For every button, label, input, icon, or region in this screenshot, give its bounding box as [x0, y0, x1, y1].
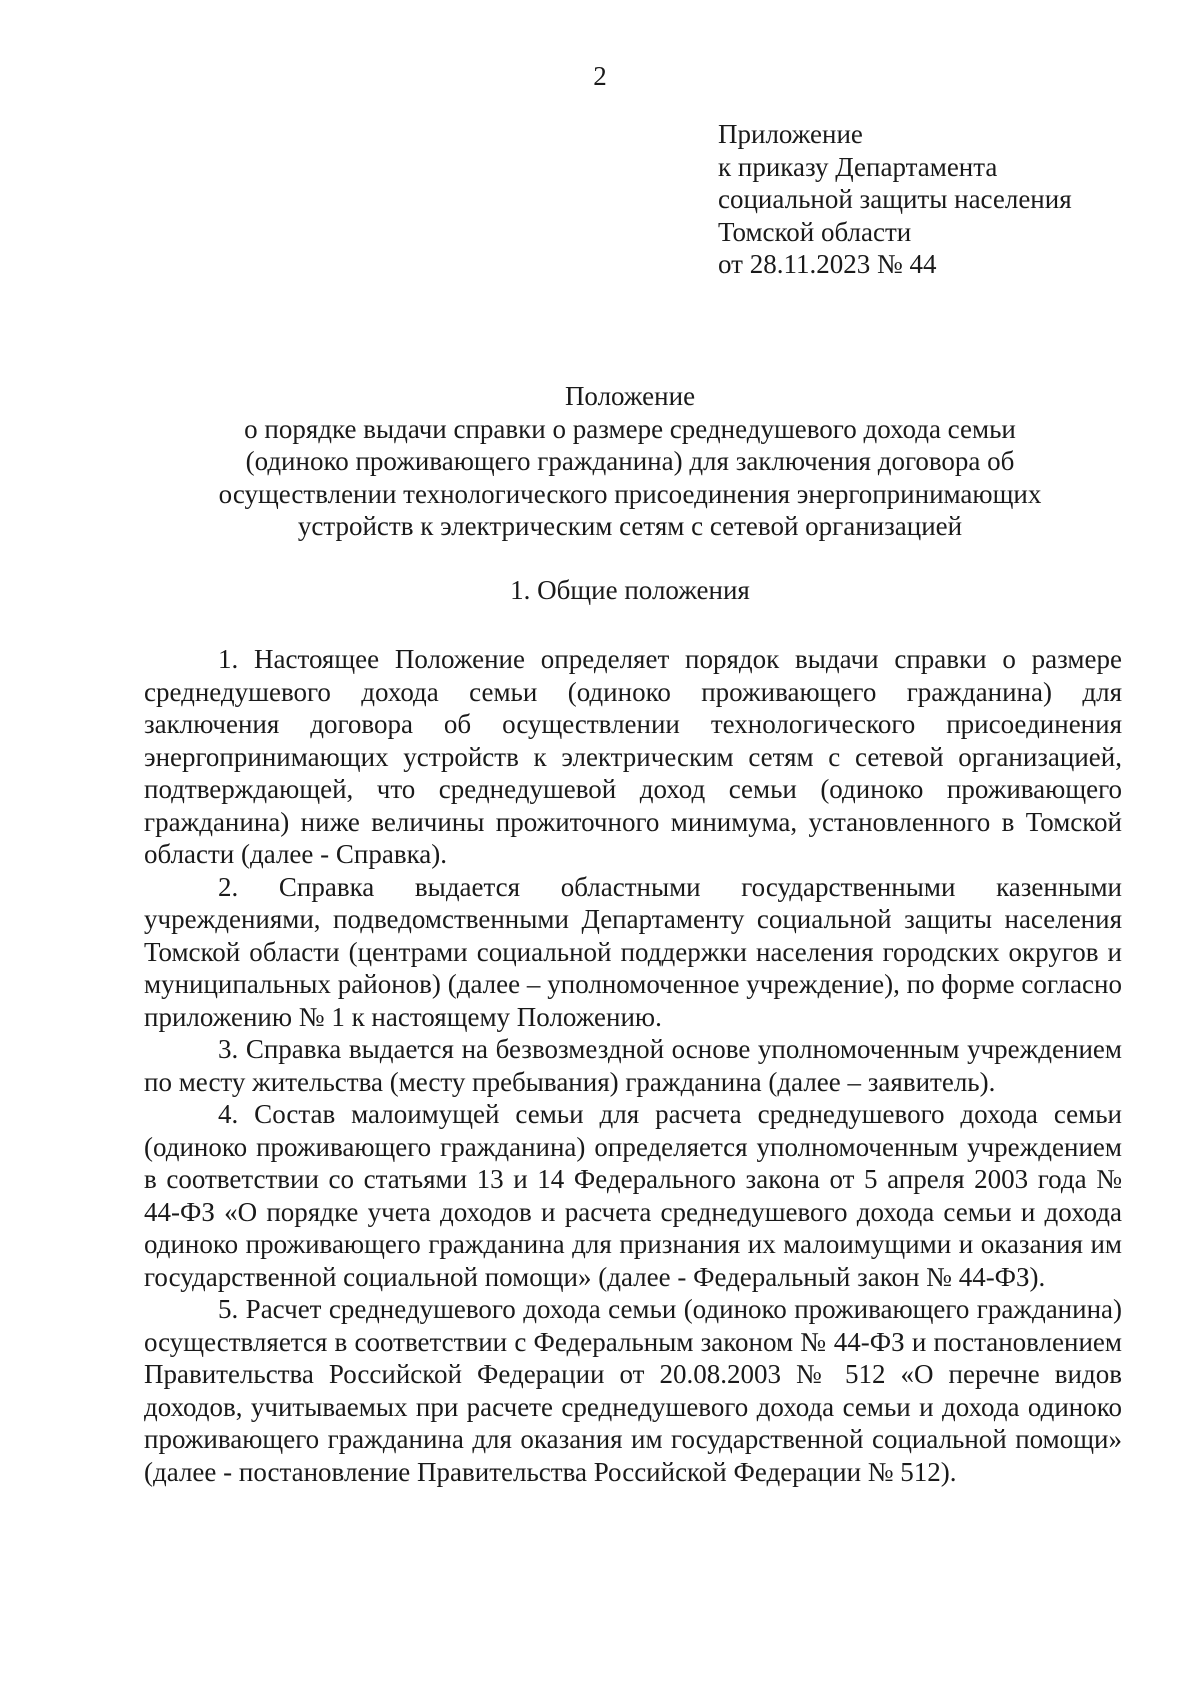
page-number: 2: [593, 61, 607, 91]
section-heading: 1. Общие положения: [510, 575, 750, 605]
title-line: (одиноко проживающего гражданина) для заключения договора об: [245, 446, 1015, 476]
annex-line: от 28.11.2023 № 44: [718, 249, 937, 279]
annex-line: к приказу Департамента: [718, 151, 998, 182]
document-title: [150, 380, 1110, 543]
paragraph-1: 1. Настоящее Положение определяет порядок выдачи справки о размере среднедушевого дохода семьи (одиноко проживающего гражданина) для заключения договора об осуществлении технологического присоединения энергопринимающих устройств к электрическим сетям с сетевой организацией, подтверждающей, что среднедушевой доход семьи (одиноко проживающего гражданина) ниже величины прожиточного минимума, установленного в Томской области (далее - Справка).: [144, 644, 1122, 869]
annex-line: Томской области: [718, 216, 912, 247]
title-line: устройств к электрическим сетям с сетевой организацией: [297, 511, 963, 541]
paragraph-2: 2. Справка выдается областными государственными казенными учреждениями, подведомственными Департаменту социальной защиты населения Томской области (центрами социальной поддержки населения городских округов и муниципальных районов) (далее – уполномоченное учреждение), по форме согласно приложению № 1 к настоящему Положению.: [144, 871, 1122, 1032]
document-body: [144, 643, 1122, 1488]
annex-line: Приложение: [718, 119, 863, 149]
paragraph-3: 3. Справка выдается на безвозмездной основе уполномоченным учреждением по месту жительства (месту пребывания) гражданина (далее – заявитель).: [144, 1034, 1122, 1097]
annex-line: социальной защиты населения: [718, 184, 1072, 214]
paragraph-5: 5. Расчет среднедушевого дохода семьи (одиноко проживающего гражданина) осуществляется в соответствии с Федеральным законом № 44-ФЗ и постановлением Правительства Российской Федерации от 20.08.2003 № 512 «О перечне видов доходов, учитываемых при расчете среднедушевого дохода семьи и дохода одиноко проживающего гражданина для оказания им государственной социальной помощи» (далее - постановление Правительства Российской Федерации № 512).: [144, 1294, 1122, 1487]
title-line: о порядке выдачи справки о размере среднедушевого дохода семьи: [244, 413, 1016, 444]
title-line: осуществлении технологического присоединения энергопринимающих: [218, 478, 1042, 509]
title-line: Положение: [564, 381, 696, 411]
paragraph-4: 4. Состав малоимущей семьи для расчета среднедушевого дохода семьи (одиноко проживающего гражданина) определяется уполномоченным учреждением в соответствии со статьями 13 и 14 Федерального закона от 5 апреля 2003 года № 44-ФЗ «О порядке учета доходов и расчета среднедушевого дохода семьи и дохода одиноко проживающего гражданина для признания их малоимущими и оказания им государственной социальной помощи» (далее - Федеральный закон № 44-ФЗ).: [144, 1099, 1122, 1292]
annex-header: [718, 118, 1158, 281]
